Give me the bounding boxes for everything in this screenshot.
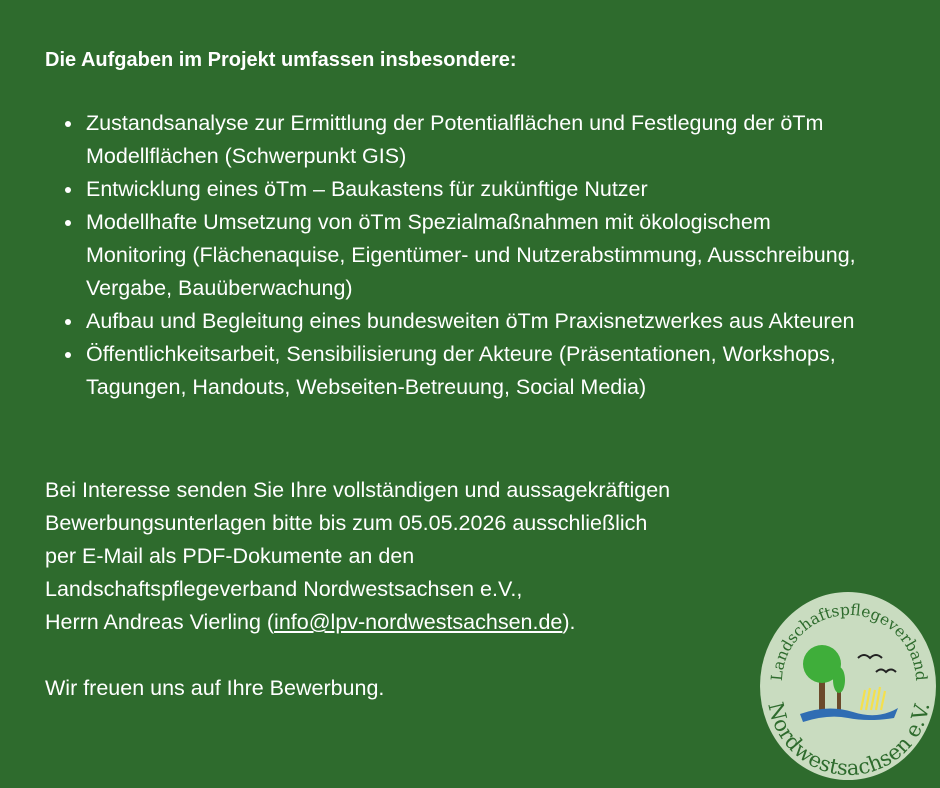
logo-top-text: Landschaftspflegeverband — [767, 600, 931, 682]
lpv-logo — [758, 586, 938, 782]
task-item — [86, 206, 866, 305]
application-line: Bei Interesse senden Sie Ihre vollständigen und aussagekräftigen — [45, 478, 671, 502]
task-item — [86, 305, 866, 338]
logo-bottom-text: Nordwestsachsen e.V. — [763, 699, 935, 781]
bullet-icon — [65, 121, 71, 127]
task-text: Öffentlichkeitsarbeit, Sensibilisierung der Akteure (Präsentationen, Workshops, Tagungen, Handouts, Webseiten-Betreuung, Social Media) — [86, 342, 836, 399]
task-text: Entwicklung eines öTm – Baukastens für zukünftige Nutzer — [86, 177, 648, 201]
task-item — [86, 173, 866, 206]
task-list — [45, 107, 905, 404]
task-text: Modellhafte Umsetzung von öTm Spezialmaßnahmen mit ökologischem Monitoring (Flächenaquise, Eigentümer- und Nutzerabstimmung, Ausschreibung, Vergabe, Bauüberwachung) — [86, 210, 856, 300]
contact-prefix: Herrn Andreas Vierling ( — [45, 610, 275, 634]
task-item — [86, 338, 866, 404]
application-line: per E-Mail als PDF-Dokumente an den — [45, 544, 415, 568]
task-item — [86, 107, 866, 173]
task-text: Aufbau und Begleitung eines bundesweiten öTm Praxisnetzwerkes aus Akteuren — [86, 309, 855, 333]
closing-text: Wir freuen uns auf Ihre Bewerbung. — [45, 676, 385, 700]
email-link[interactable]: info@lpv-nordwestsachsen.de — [274, 610, 563, 634]
bullet-icon — [65, 220, 71, 226]
section-heading: Die Aufgaben im Projekt umfassen insbesondere: — [45, 49, 517, 71]
application-line: Bewerbungsunterlagen bitte bis zum 05.05.2026 ausschließlich — [45, 511, 648, 535]
contact-suffix: ). — [562, 610, 576, 634]
bullet-icon — [65, 352, 71, 358]
bullet-icon — [65, 187, 71, 193]
bullet-icon — [65, 319, 71, 325]
application-line: Landschaftspflegeverband Nordwestsachsen e.V., — [45, 577, 523, 601]
task-text: Zustandsanalyse zur Ermittlung der Potentialflächen und Festlegung der öTm Modellflächen (Schwerpunkt GIS) — [86, 111, 824, 168]
